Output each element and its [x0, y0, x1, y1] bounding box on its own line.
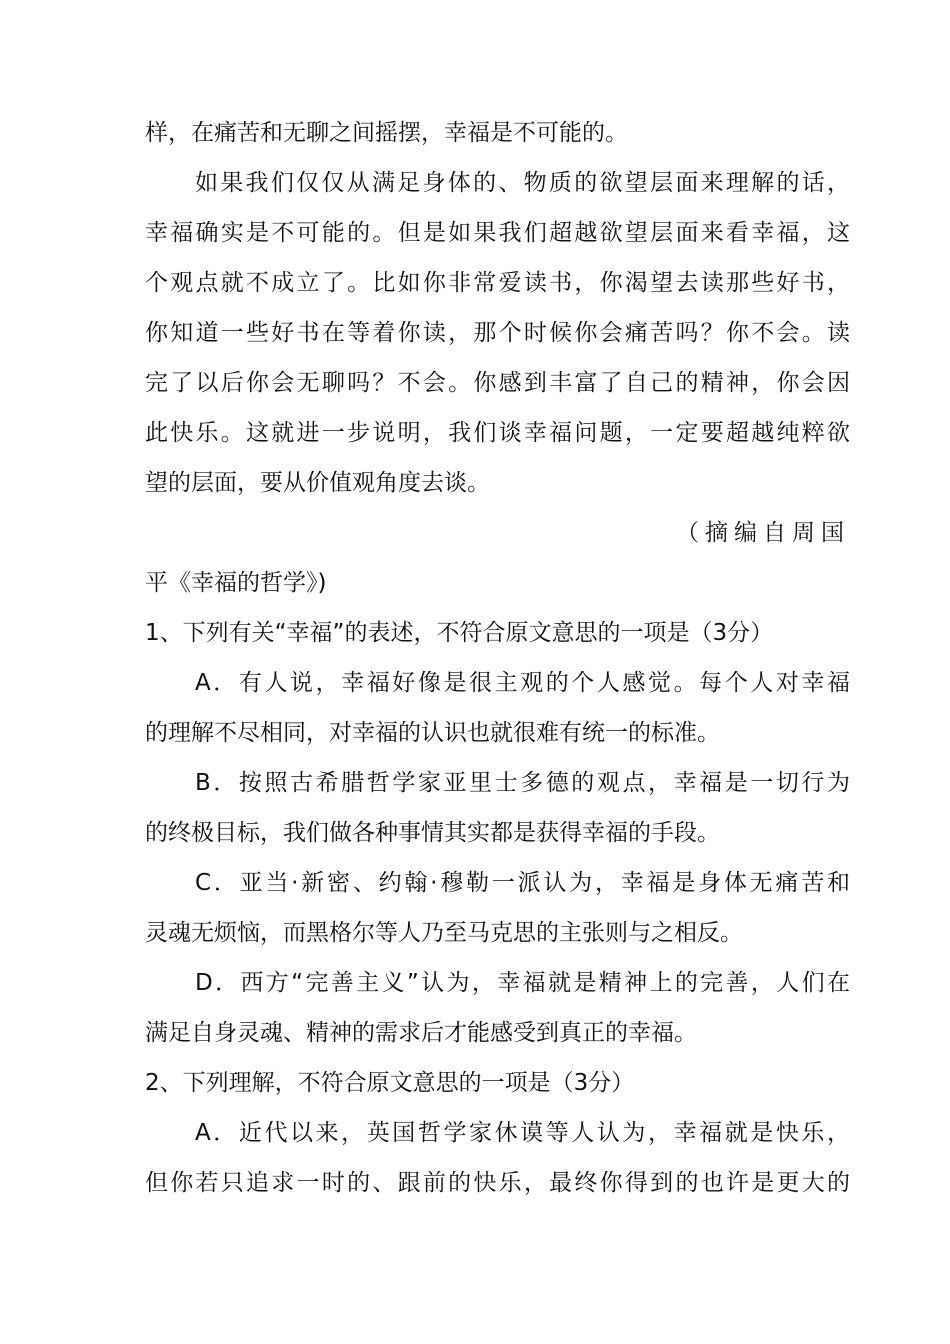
text-line: 望的层面，要从价值观角度去谈。 [145, 470, 490, 496]
text-line: 如果我们仅仅从满足身体的、物质的欲望层面来理解的话， [195, 170, 850, 196]
option-line: B．按照古希腊哲学家亚里士多德的观点，幸福是一切行为 [195, 770, 850, 796]
option-line: A．近代以来，英国哲学家休谟等人认为，幸福就是快乐， [195, 1120, 850, 1146]
option-line: D．西方“完善主义”认为，幸福就是精神上的完善，人们在 [195, 970, 850, 996]
text-line: 完了以后你会无聊吗？不会。你感到丰富了自己的精神，你会因 [145, 370, 850, 396]
option-line: 的理解不尽相同，对幸福的认识也就很难有统一的标准。 [145, 720, 720, 746]
option-line: 满足自身灵魂、精神的需求后才能感受到真正的幸福。 [145, 1020, 697, 1046]
citation-line: （摘编自周国 [676, 520, 850, 546]
option-line: 的终极目标，我们做各种事情其实都是获得幸福的手段。 [145, 820, 720, 846]
text-line: 此快乐。这就进一步说明，我们谈幸福问题，一定要超越纯粹欲 [145, 420, 850, 446]
option-line: 但你若只追求一时的、跟前的快乐，最终你得到的也许是更大的 [145, 1170, 850, 1196]
text-line: 你知道一些好书在等着你读，那个时候你会痛苦吗？你不会。读 [145, 320, 850, 346]
citation-line: 平《幸福的哲学》) [145, 570, 327, 596]
option-line: C．亚当·新密、约翰·穆勒一派认为，幸福是身体无痛苦和 [195, 870, 850, 896]
option-line: 灵魂无烦恼，而黑格尔等人乃至马克思的主张则与之相反。 [145, 920, 743, 946]
question-title: 1、下列有关“幸福”的表述，不符合原文意思的一项是（3分） [145, 620, 774, 646]
option-line: A．有人说，幸福好像是很主观的个人感觉。每个人对幸福 [195, 670, 850, 696]
text-line: 幸福确实是不可能的。但是如果我们超越欲望层面来看幸福，这 [145, 220, 850, 246]
question-title: 2、下列理解，不符合原文意思的一项是（3分） [145, 1070, 635, 1096]
text-line: 个观点就不成立了。比如你非常爱读书，你渴望去读那些好书， [145, 270, 850, 296]
text-line: 样，在痛苦和无聊之间摇摆，幸福是不可能的。 [145, 120, 628, 146]
